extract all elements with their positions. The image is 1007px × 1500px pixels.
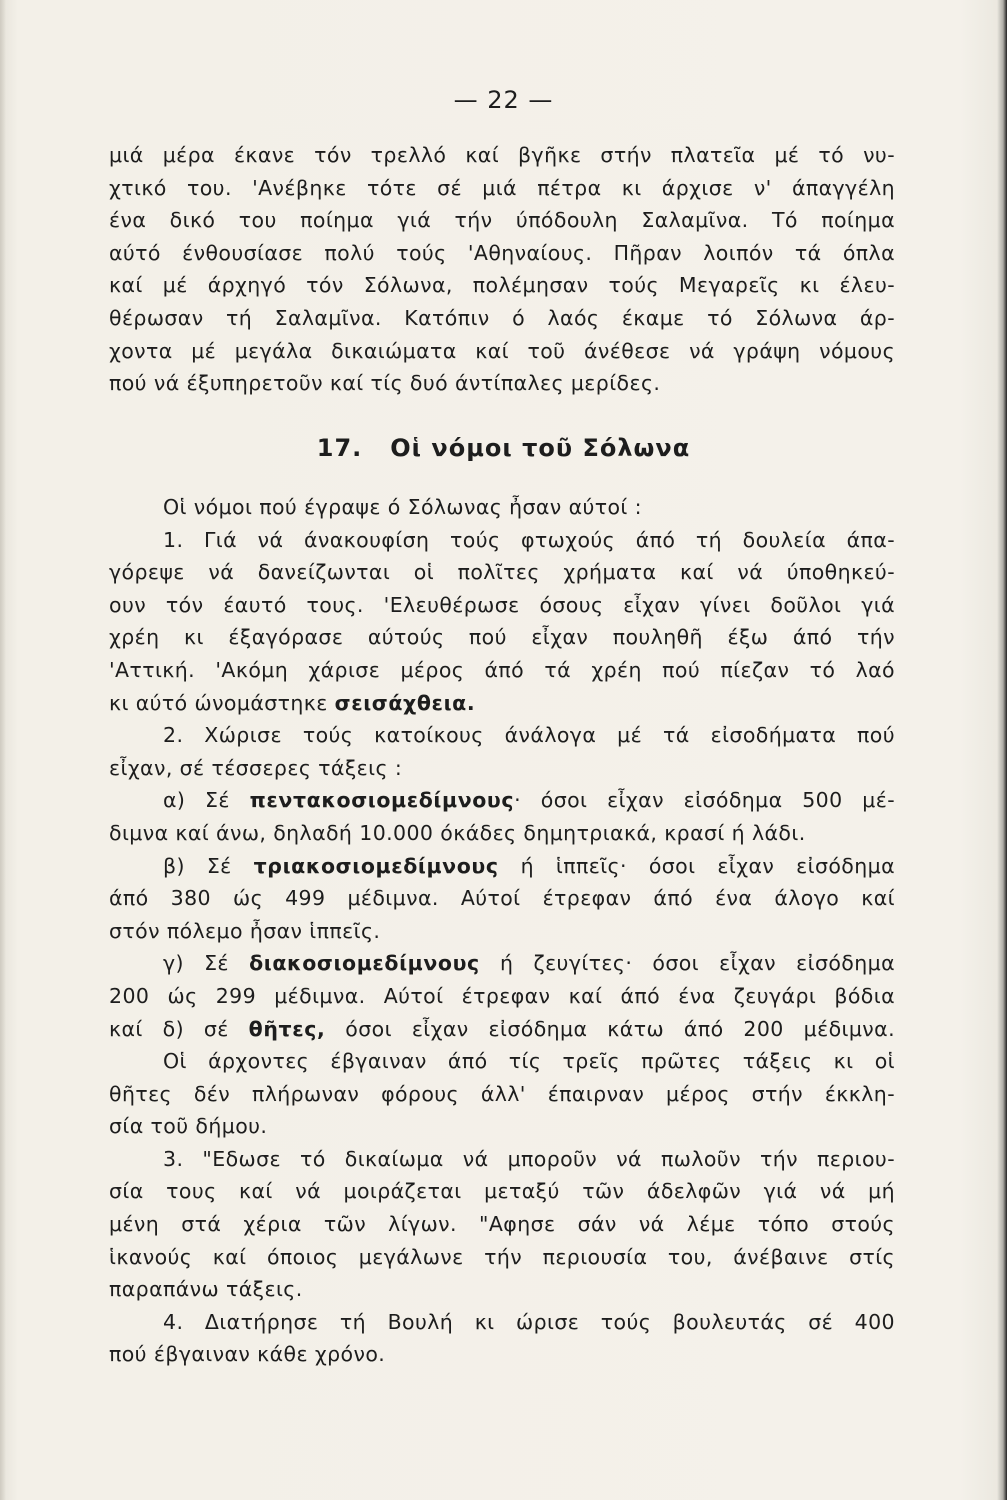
term-triakosiomedimnoi: τριακοσιομεδίμνους <box>253 853 499 878</box>
text-fragment: · όσοι εἶχαν εἰσόδημα 500 μέ- <box>514 788 895 813</box>
law-3-line: σία τους καί νά μοιράζεται μεταξύ τῶν άδελφῶν γιά νά μή <box>109 1179 895 1204</box>
section-title: Οἱ νόμοι τοῦ Σόλωνα <box>390 434 691 462</box>
text-fragment: όσοι εἶχαν εἰσόδημα κάτω άπό 200 μέδιμνα. <box>325 1016 895 1041</box>
page-number: — 22 — <box>453 86 554 114</box>
law-2-line: θῆτες δέν πλήρωναν φόρους άλλ' έπαιρναν μέρος στήν έκκλη- <box>109 1081 895 1106</box>
class-delta-line <box>109 1013 895 1046</box>
law-1-line: 'Αττική. 'Ακόμη χάρισε μέρος άπό τά χρέη πού πίεζαν τό λαό <box>109 657 895 682</box>
law-1-line: ουν τόν έαυτό τους. 'Ελευθέρωσε όσους εἶχαν γίνει δοῦλοι γιά <box>109 592 895 617</box>
class-gamma-line <box>109 947 895 980</box>
intro-paragraph <box>109 139 895 400</box>
text-fragment: α) Σέ <box>163 788 250 813</box>
law-1-line: χρέη κι έξαγόρασε αύτούς πού εἶχαν πουληθῆ έξω άπό τήν <box>109 625 895 650</box>
laws-section <box>109 491 895 1371</box>
law-1-line: γόρεψε νά δανείζωνται οἱ πολῖτες χρήματα καί νά ύποθηκεύ- <box>109 560 895 585</box>
law-2-line: σία τοῦ δήμου. <box>109 1114 268 1139</box>
text-line: πού νά έξυπηρετοῦν καί τίς δυό άντίπαλες μερίδες. <box>109 371 661 396</box>
class-beta-line <box>109 850 895 883</box>
text-line: αύτό ένθουσίασε πολύ τούς 'Αθηναίους. Πῆραν λοιπόν τά όπλα <box>109 240 895 265</box>
class-beta-line: άπό 380 ώς 499 μέδιμνα. Αύτοί έτρεφαν άπό ένα άλογο καί <box>109 886 895 911</box>
law-1-line: 1. Γιά νά άνακουφίση τούς φτωχούς άπό τή δουλεία άπα- <box>163 527 895 552</box>
page-right-edge <box>997 0 1007 1500</box>
law-2-line: εἶχαν, σέ τέσσερες τάξεις : <box>109 755 403 780</box>
class-alpha-line: διμνα καί άνω, δηλαδή 10.000 όκάδες δημητριακά, κρασί ή λάδι. <box>109 820 806 845</box>
text-line: χοντα μέ μεγάλα δικαιώματα καί τοῦ άνέθεσε νά γράψη νόμους <box>109 338 895 363</box>
law-4-line: πού έβγαιναν κάθε χρόνο. <box>109 1342 386 1367</box>
term-thetes: θῆτες, <box>248 1016 326 1041</box>
text-line: μιά μέρα έκανε τόν τρελλό καί βγῆκε στήν πλατεῖα μέ τό νυ- <box>109 143 895 167</box>
section-number: 17. <box>316 434 363 462</box>
text-fragment: ή ζευγίτες· όσοι εἶχαν εἰσόδημα <box>479 951 895 976</box>
text-fragment: ή ἱππεῖς· όσοι εἶχαν εἰσόδημα <box>498 853 896 878</box>
law-2-line: 2. Χώρισε τούς κατοίκους άνάλογα μέ τά εἰσοδήματα πού <box>163 723 895 748</box>
law-3-line: ἱκανούς καί όποιος μεγάλωνε τήν περιουσία του, άνέβαινε στίς <box>109 1244 895 1269</box>
law-1-line <box>109 687 895 720</box>
text-line: θέρωσαν τή Σαλαμῖνα. Κατόπιν ό λαός έκαμε τό Σόλωνα άρ- <box>109 305 895 330</box>
law-3-line: μένη στά χέρια τῶν λίγων. "Αφησε σάν νά λέμε τόπο στούς <box>109 1212 895 1237</box>
page-left-edge <box>0 0 6 1500</box>
law-3-line: 3. "Εδωσε τό δικαίωμα νά μποροῦν νά πωλοῦν τήν περιου- <box>163 1146 895 1171</box>
text-line: καί μέ άρχηγό τόν Σόλωνα, πολέμησαν τούς Μεγαρεῖς κι έλευ- <box>109 273 895 298</box>
text-line: χτικό του. 'Ανέβηκε τότε σέ μιά πέτρα κι άρχισε ν' άπαγγέλη <box>109 175 895 200</box>
section-heading <box>0 434 1007 462</box>
class-gamma-line: 200 ώς 299 μέδιμνα. Αύτοί έτρεφαν καί άπό ένα ζευγάρι βόδια <box>109 983 895 1008</box>
class-beta-line: στόν πόλεμο ἦσαν ἱππεῖς. <box>109 918 381 943</box>
laws-lead: Οἱ νόμοι πού έγραψε ό Σόλωνας ἦσαν αύτοί : <box>163 495 642 519</box>
law-3-line: παραπάνω τάξεις. <box>109 1277 303 1302</box>
law-2-line: Οἱ άρχοντες έβγαιναν άπό τίς τρεῖς πρῶτες τάξεις κι οἱ <box>163 1049 895 1074</box>
text-fragment: β) Σέ <box>163 853 254 878</box>
text-fragment: κι αύτό ώνομάστηκε <box>109 690 335 715</box>
term-diakosiomedimnoi: διακοσιομεδίμνους <box>249 951 480 976</box>
text-fragment: καί δ) σέ <box>109 1016 249 1041</box>
law-4-line: 4. Διατήρησε τή Βουλή κι ώρισε τούς βουλευτάς σέ 400 <box>163 1309 895 1334</box>
term-seisachtheia: σεισάχθεια. <box>334 690 476 715</box>
text-fragment: γ) Σέ <box>163 951 250 976</box>
text-line: ένα δικό του ποίημα γιά τήν ύπόδουλη Σαλαμῖνα. Τό ποίημα <box>109 208 895 233</box>
class-alpha-line <box>109 784 895 817</box>
term-pentakosiomedimnoi: πεντακοσιομεδίμνους <box>249 788 515 813</box>
